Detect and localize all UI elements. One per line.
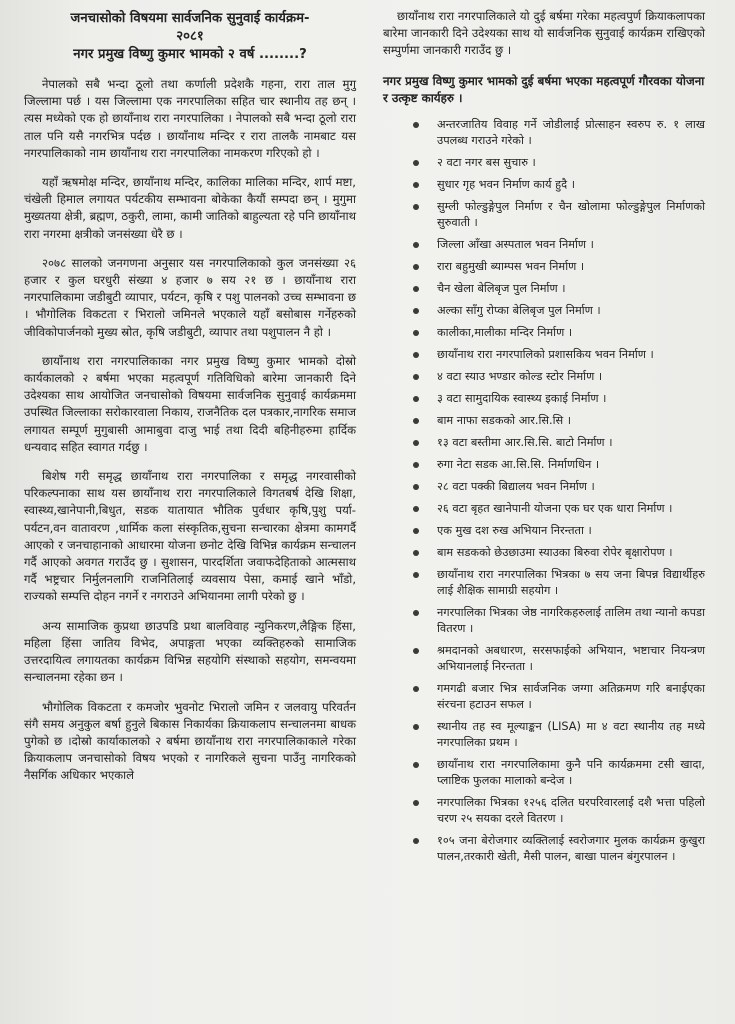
title-line-2: २०८१ <box>176 29 204 44</box>
list-item-text: रुगा नेटा सडक आ.सि.सि. निर्माणधिन । <box>437 458 600 471</box>
list-item <box>413 117 705 149</box>
list-item-text: जिल्ला आँखा अस्पताल भवन निर्माण । <box>437 238 594 251</box>
bullet-icon <box>413 484 419 490</box>
list-item-text: छायाँनाथ रारा नगरपालिका भित्रका ७ सय जना बिपन्न विद्यार्थीहरु लाई शैक्षिक सामाग्री सहयोग । <box>437 568 705 597</box>
intro-paragraph: छायाँनाथ रारा नगरपालिकाले यो दुई बर्षमा गरेका महत्वपुर्ण क्रियाकलापका बारेमा जानकारी दिने उदेश्यका साथ यो सार्वजनिक सुनुवाई कार्यक्रम राखिएको सम्पुर्णमा जानकारी गराउँद छु । <box>383 9 705 57</box>
bullet-icon <box>413 374 419 380</box>
list-item <box>413 479 705 495</box>
list-item <box>413 177 705 193</box>
bullet-icon <box>413 242 419 248</box>
list-item <box>413 391 705 407</box>
title-line-1: जनचासोको विषयमा सार्वजनिक सुनुवाई कार्यक्रम- <box>70 11 310 26</box>
list-item <box>413 501 705 517</box>
list-item <box>413 457 705 473</box>
bullet-icon <box>413 418 419 424</box>
bullet-icon <box>413 762 419 768</box>
paragraph: नेपालको सबै भन्दा ठूलो तथा कर्णाली प्रदेशकै गहना, रारा ताल मुगु जिल्लामा पर्छ । यस जिल्लामा एक नगरपालिका सहित चार स्थानीय तह छन् । त्यस मध्येको एक हो छायाँनाथ रारा नगरपालिका । नेपालको सबै भन्दा ठूलो रारा ताल पनि यसै नगरभित्र पर्दछ । छायाँनाथ मन्दिर र रारा तालकै नामबाट यस नगरपालिकाको नाम छायाँनाथ रारा नगरपालिका नामकरण गरिएको हो । <box>24 77 356 160</box>
list-item-text: सुम्ली फोल्डुङ्गेपुल निर्माण र चैन खोलामा फोल्डुङ्गेपुल निर्माणको सुरुवाती । <box>437 200 705 229</box>
bullet-icon <box>413 800 419 806</box>
title-line-3: नगर प्रमुख विष्णु कुमार भामको २ वर्ष ........? <box>73 47 307 62</box>
bullet-icon <box>413 610 419 616</box>
bullet-icon <box>413 528 419 534</box>
list-item-text: नगरपालिका भित्रका १२५६ दलित घरपरिवारलाई दशै भत्ता पहिलो चरण २५ सयका दरले वितरण । <box>437 796 705 825</box>
paragraph: बिशेष गरी समृद्ध छायाँनाथ रारा नगरपालिका र समृद्ध नगरवासीको परिकल्पनाका साथ यस छायाँनाथ रारा नगरपालिकाले विगतबर्ष देखि शिक्षा, स्वास्थ्य,खानेपानी,बिधुत, सडक यातायात भौतिक पुर्वधार कृषि,पुशु पर्या-पर्यटन,वन वातावरण ,धार्मिक कला संस्कृतिक,सुचना सन्चारका क्षेत्रमा कामगर्दै आएको र जनचाहानाको आधारमा योजना छनोट देखि विभिन्न कार्यक्रम सन्चालन गर्दै आएको अवगत गराउँद छु । सुशासन, पारदर्शिता जवाफदेहिताको आत्मसाथ गर्दै भष्ट्रचार निर्मुलनलागि राजनितिलाई व्यवसाय पेसा, कमाई खाने भाँडो, राज्यको सम्पत्ति दोहन नगर्ने र नगराउने अभियानमा लागी परेको छु । <box>24 469 356 604</box>
list-item-text: १३ वटा बस्तीमा आर.सि.सि. बाटो निर्माण । <box>437 436 613 449</box>
list-item-text: ३ वटा सामुदायिक स्वास्थ्य इकाई निर्माण । <box>437 392 607 405</box>
list-item-text: स्थानीय तह स्व मूल्याङ्कन (LISA) मा ४ वटा स्थानीय तह मध्ये नगरपालिका प्रथम । <box>437 720 705 749</box>
paragraph: छायाँनाथ रारा नगरपालिकाका नगर प्रमुख विष्णु कुमार भामको दोस्रो कार्यकालको २ बर्षमा भएका महत्वपूर्ण गतिविधिको बारेमा जानकारी दिने उदेश्यका साथ आयोजित जनचासोको विषयमा सार्वजनिक सुनुवाई कार्यक्रममा उपस्थित जिल्लाका सरोकारवाला निकाय, राजनैतिक दल पत्रकार,नागरिक समाज लगायत सम्पूर्ण मुगुबासी आमाबुवा दाजु भाई तथा दिदी बहिनीहरुमा हार्दिक धन्यवाद सहित स्वागत गर्दछु । <box>24 353 356 454</box>
bullet-icon <box>413 308 419 314</box>
bullet-icon <box>413 396 419 402</box>
list-item-text: गमगढी बजार भित्र सार्वजनिक जग्गा अतिक्रमण गरि बनाईएका संरचना हटाउन सफल । <box>437 682 705 711</box>
bullet-icon <box>413 330 419 336</box>
list-item-text: २ वटा नगर बस सुचारु । <box>437 156 536 169</box>
left-column <box>24 10 356 797</box>
paragraph: भौगोलिक विकटता र कमजोर भुवनोट भिरालो जमिन र जलवायु परिवर्तन संगै समय अनुकुल बर्षा हुनुले बिकास निकार्यका क्रियाकलाप सन्चालनमा बाधक पुगेको छ ।दोस्रो कार्याकालको २ बर्षमा छायाँनाथ रारा नगरपालिकाकाले गरेका क्रियाकलाप जनचासोको विषय भएको र नागरिकले सुचना पाउँनु नागरिकको नैसर्गिक अधिकार भएकाले <box>24 699 356 783</box>
list-item <box>413 259 705 275</box>
list-item <box>413 325 705 341</box>
list-item <box>413 833 705 865</box>
list-item-text: २६ वटा बृहत खानेपानी योजना एक घर एक धारा निर्माण । <box>437 502 673 515</box>
list-item-text: रारा बहुमुखी ब्याम्पस भवन निर्माण । <box>437 260 585 273</box>
list-item <box>413 303 705 319</box>
right-column <box>383 8 705 871</box>
bullet-icon <box>413 352 419 358</box>
list-item <box>413 795 705 827</box>
list-item-text: चैन खेला बेलिबृज पुल निर्माण । <box>437 282 566 295</box>
paragraph: २०७८ सालको जनगणना अनुसार यस नगरपालिकाको कुल जनसंख्या २६ हजार र कुल घरधुरी संख्या ४ हजार ७ सय २१ छ । छायाँनाथ रारा नगरपालिकामा जडीबुटी व्यापार, पर्यटन, कृषि र पशु पालनको उच्च सम्भावना छ । भौगोलिक विकटता र भिरालो जमिनले भएकाले यहाँ बसोबास गर्नेहरुको जीविकोपार्जनको मुख्य स्रोत, कृषि जडीबुटी, व्यापार तथा पशुपालन नै हो । <box>24 255 356 339</box>
bullet-icon <box>413 838 419 844</box>
list-item-text: एक मुख दश रुख अभियान निरन्तता । <box>437 524 592 537</box>
achievements-list <box>383 117 705 865</box>
bullet-icon <box>413 572 419 578</box>
list-item-text: बाम नाफा सडकको आर.सि.सि । <box>437 414 572 427</box>
bullet-icon <box>413 182 419 188</box>
list-item <box>413 155 705 171</box>
list-item <box>413 757 705 789</box>
list-item <box>413 643 705 675</box>
bullet-icon <box>413 440 419 446</box>
bullet-icon <box>413 122 419 128</box>
list-item-text: कालीका,मालीका मन्दिर निर्माण । <box>437 326 573 339</box>
list-item <box>413 435 705 451</box>
bullet-icon <box>413 286 419 292</box>
bullet-icon <box>413 160 419 166</box>
bullet-icon <box>413 506 419 512</box>
list-item <box>413 719 705 751</box>
list-item <box>413 545 705 561</box>
list-item-text: नगरपालिका भित्रका जेष्ठ नागरिकहरुलाई तालिम तथा न्यानो कपडा वितरण । <box>437 606 705 635</box>
list-item <box>413 523 705 539</box>
list-item-text: २८ वटा पक्की बिद्यालय भवन निर्माण । <box>437 480 595 493</box>
paragraph: अन्य सामाजिक कुप्रथा छाउपडि प्रथा बालविवाह न्युनिकरण,लैङ्गिक हिंसा, महिला हिंसा जातिय विभेद, अपाङ्गता भएका व्यक्तिहरुको सामाजिक उत्तरदायित्व लगायतका कार्यक्रम विभिन्न सहयोगि संस्थाको सहयोग, समन्वयमा सन्चालनमा रहेका छन । <box>24 618 356 685</box>
bullet-icon <box>413 724 419 730</box>
bullet-icon <box>413 264 419 270</box>
list-item <box>413 199 705 231</box>
list-item-text: अन्तरजातिय विवाह गर्ने जोडीलाई प्रोत्साहन स्वरुप रु. १ लाख उपलब्ध गराउने गरेको । <box>437 118 705 147</box>
list-item <box>413 369 705 385</box>
list-item <box>413 237 705 253</box>
list-item-text: श्रमदानको अबधारण, सरसफाईको अभियान, भष्टाचार नियन्त्रण अभियानलाई निरन्तता । <box>437 644 705 673</box>
bullet-icon <box>413 550 419 556</box>
list-item <box>413 681 705 713</box>
document-title <box>24 10 356 64</box>
bullet-icon <box>413 686 419 692</box>
list-item <box>413 567 705 599</box>
list-item <box>413 413 705 429</box>
paragraph: यहाँ ऋषमोक्ष मन्दिर, छायाँनाथ मन्दिर, कालिका मालिका मन्दिर, शार्प मष्टा, चंखेली हिमाल लगायत पर्यटकीय सम्भावना बोकेका कैयौं सम्पदा छन् । मुगुमा मुख्यतया क्षेत्री, ब्रह्मण, ठकुरी, लामा, कामी जातिको बाहुल्यता रहे पनि छायाँनाथ रारा नगरमा क्षत्रीको जनसंख्या धेरै छ । <box>24 175 356 241</box>
list-item <box>413 605 705 637</box>
list-item-text: ४ वटा स्याउ भण्डार कोल्ड स्टोर निर्माण । <box>437 370 603 383</box>
list-item-text: छायाँनाथ रारा नगरपालिको प्रशासकिय भवन निर्माण । <box>437 348 654 361</box>
bullet-icon <box>413 648 419 654</box>
achievements-heading: नगर प्रमुख विष्णु कुमार भामको दुई बर्षमा भएका महत्वपूर्ण गौरवका योजना र उत्कृष्ट कार्यहरु । <box>383 74 705 105</box>
list-item-text: १०५ जना बेरोजगार व्यक्तिलाई स्वरोजगार मुलक कार्यक्रम कुखुरा पालन,तरकारी खेती, मैसी पालन, बाखा पालन बंगुरपालन । <box>437 834 705 863</box>
list-item-text: अल्का साँगु रोप्का बेलिबृज पुल निर्माण । <box>437 304 601 317</box>
list-item <box>413 347 705 363</box>
list-item-text: बाम सडकको छेउछाउमा स्याउका बिरुवा रोपेर बृक्षारोपण । <box>437 546 673 559</box>
bullet-icon <box>413 204 419 210</box>
list-item <box>413 281 705 297</box>
bullet-icon <box>413 462 419 468</box>
list-item-text: सुधार गृह भवन निर्माण कार्य हुदै । <box>437 178 576 191</box>
list-item-text: छायाँनाथ रारा नगरपालिकामा कुनै पनि कार्यक्रममा टसी खादा, प्लाष्टिक फुलका मालाको बन्देज । <box>437 758 705 787</box>
